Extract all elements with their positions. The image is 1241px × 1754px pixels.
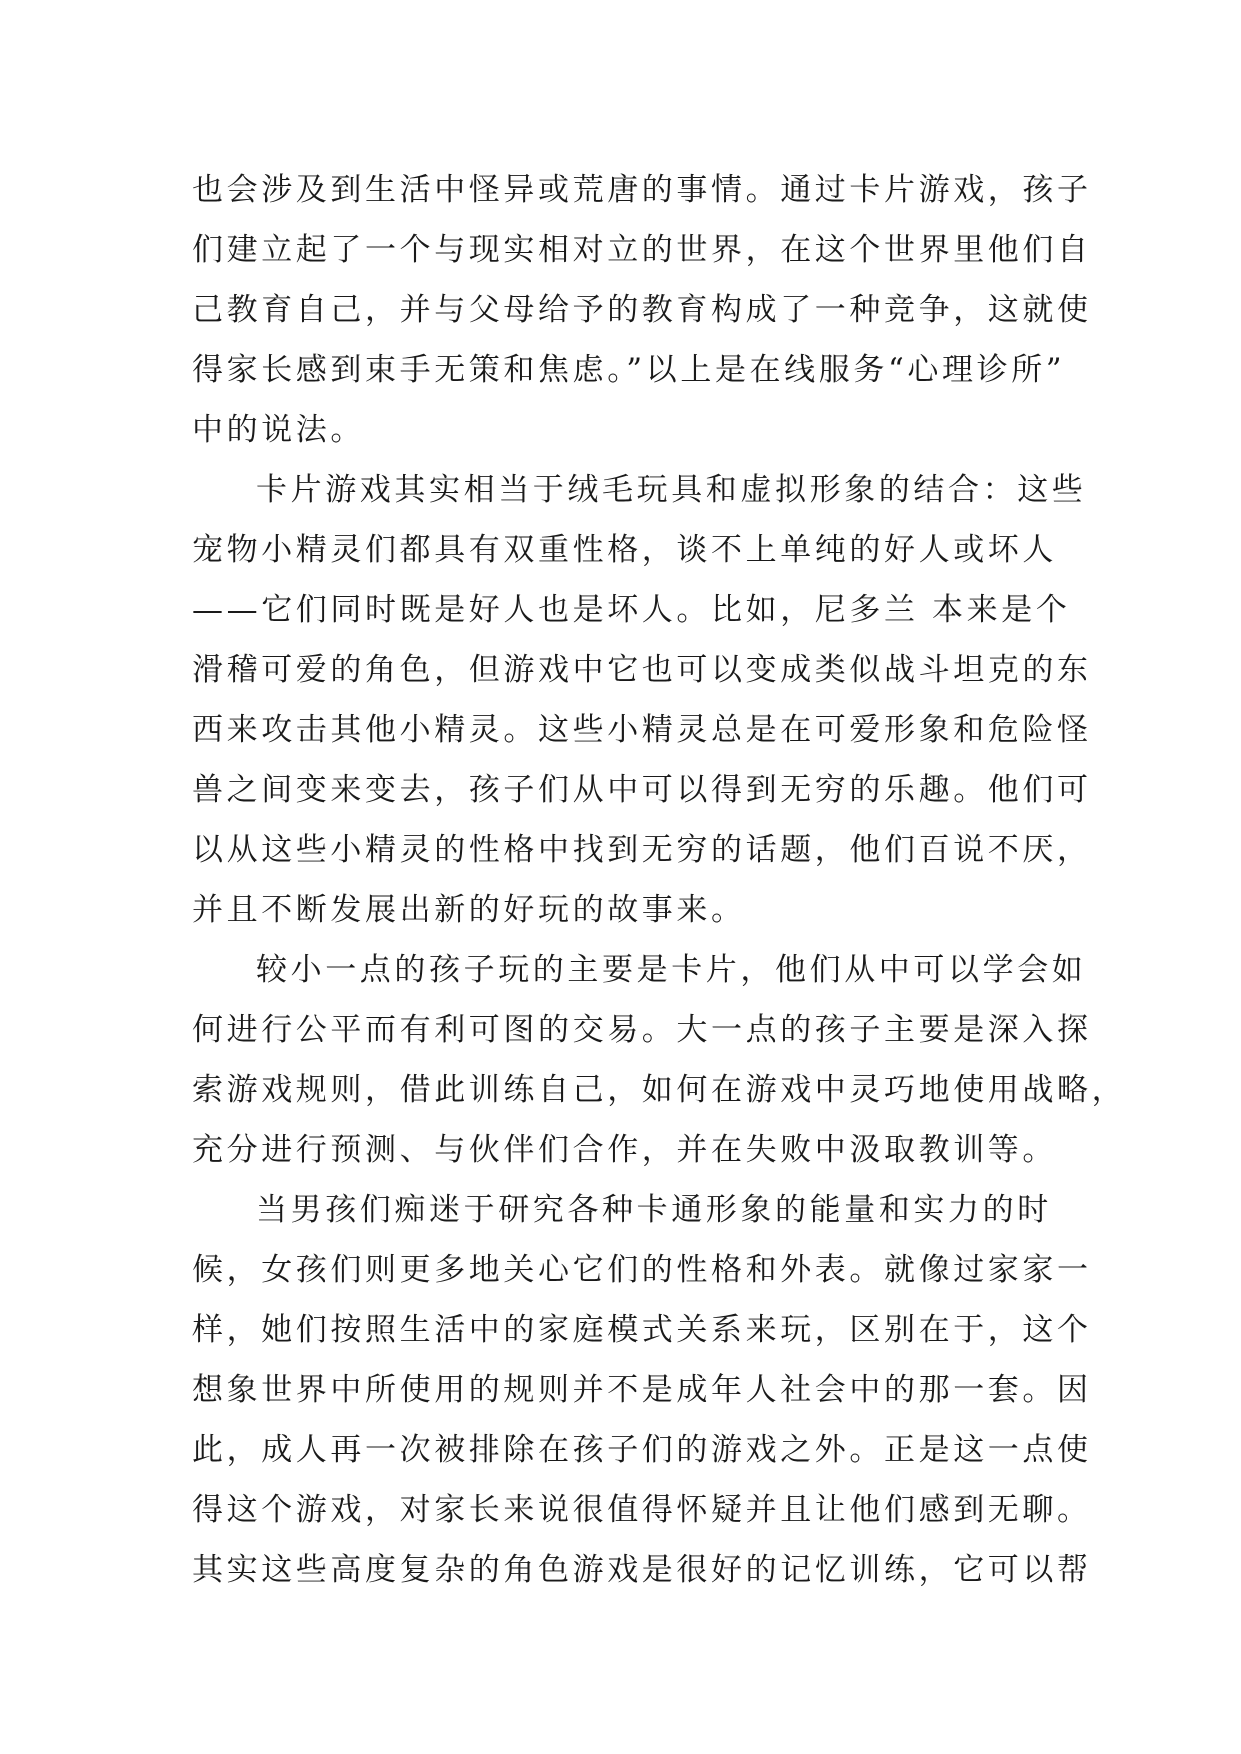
text-line: ——它们同时既是好人也是坏人。比如，尼多兰 本来是个 [192, 592, 1071, 628]
text-line: 己教育自己，并与父母给予的教育构成了一种竞争，这就使 [192, 292, 1092, 328]
text-line: 此，成人再一次被排除在孩子们的游戏之外。正是这一点使 [192, 1432, 1092, 1468]
text-line: 何进行公平而有利可图的交易。大一点的孩子主要是深入探 [192, 1012, 1092, 1048]
text-line: 其实这些高度复杂的角色游戏是很好的记忆训练，它可以帮 [192, 1552, 1092, 1588]
text-line: 充分进行预测、与伙伴们合作，并在失败中汲取教训等。 [192, 1132, 1057, 1168]
text-line: 兽之间变来变去，孩子们从中可以得到无穷的乐趣。他们可 [192, 772, 1092, 808]
paragraph-first-line: 卡片游戏其实相当于绒毛玩具和虚拟形象的结合：这些 [256, 472, 1087, 508]
text-line: 宠物小精灵们都具有双重性格，谈不上单纯的好人或坏人 [192, 532, 1057, 568]
text-line: 也会涉及到生活中怪异或荒唐的事情。通过卡片游戏，孩子 [192, 172, 1092, 208]
text-line: 中的说法。 [192, 412, 365, 448]
body-text [192, 160, 1127, 1600]
text-line: 样，她们按照生活中的家庭模式关系来玩，区别在于，这个 [192, 1312, 1092, 1348]
text-line: 想象世界中所使用的规则并不是成年人社会中的那一套。因 [192, 1372, 1092, 1408]
text-line: 并且不断发展出新的好玩的故事来。 [192, 892, 746, 928]
text-line: 候，女孩们则更多地关心它们的性格和外表。就像过家家一 [192, 1252, 1092, 1288]
text-line: 得家长感到束手无策和焦虑。”以上是在线服务“心理诊所” [192, 352, 1066, 388]
text-line: 得这个游戏，对家长来说很值得怀疑并且让他们感到无聊。 [192, 1492, 1092, 1528]
text-line: 滑稽可爱的角色，但游戏中它也可以变成类似战斗坦克的东 [192, 652, 1092, 688]
text-line: 西来攻击其他小精灵。这些小精灵总是在可爱形象和危险怪 [192, 712, 1092, 748]
text-line: 索游戏规则，借此训练自己，如何在游戏中灵巧地使用战略， [192, 1072, 1127, 1108]
paragraph-first-line: 较小一点的孩子玩的主要是卡片，他们从中可以学会如 [256, 952, 1087, 988]
paragraph-first-line: 当男孩们痴迷于研究各种卡通形象的能量和实力的时 [256, 1192, 1052, 1228]
text-line: 以从这些小精灵的性格中找到无穷的话题，他们百说不厌， [192, 832, 1092, 868]
text-line: 们建立起了一个与现实相对立的世界，在这个世界里他们自 [192, 232, 1092, 268]
